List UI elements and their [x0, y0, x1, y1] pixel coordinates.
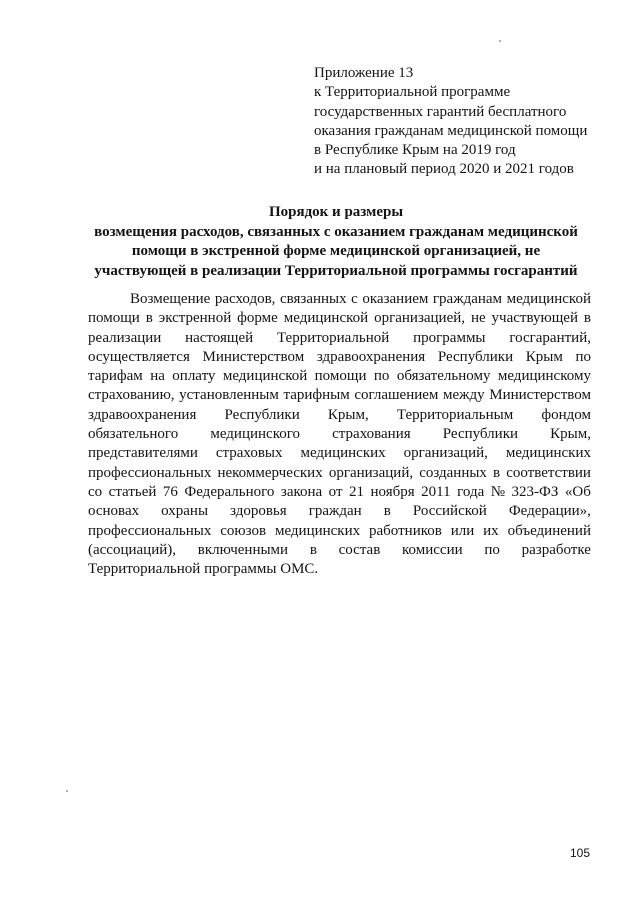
body-line [88, 367, 591, 386]
body-word: объединений [507, 522, 591, 539]
body-word: комиссии [402, 541, 463, 558]
body-word: Территориальной [276, 329, 390, 346]
title-line: помощи в экстренной форме медицинской организацией, не [131, 243, 541, 259]
body-word: созданных [419, 464, 487, 481]
body-word: по [373, 368, 390, 385]
body-word: с [351, 291, 358, 307]
body-word: со [88, 483, 103, 500]
body-word: по [484, 541, 500, 558]
body-word: работников [369, 522, 442, 539]
body-word: Федерации», [508, 503, 591, 520]
body-word: программы [413, 329, 486, 346]
body-word: не [470, 310, 486, 327]
body-word: включенными [197, 541, 289, 558]
body-word: № [490, 483, 506, 500]
body-word: соответствии [506, 464, 591, 481]
body-word: гражданам [432, 291, 503, 307]
body-word: реализации [88, 329, 162, 346]
title-line: участвующей в реализации Территориальной программы госгарантий [94, 262, 578, 279]
body-word: Федерального [184, 483, 275, 500]
body-line [88, 522, 591, 541]
appendix-line: государственных гарантий бесплатного [314, 103, 567, 120]
body-word: разработке [521, 541, 591, 558]
body-line [88, 406, 591, 425]
body-word: ноября [370, 483, 415, 500]
body-word: страховых [215, 445, 283, 462]
appendix-header [314, 64, 614, 180]
body-word: медицинской [222, 368, 308, 385]
body-word: медицинских [505, 445, 591, 462]
body-word: представителями [88, 445, 198, 462]
body-word: закона [280, 483, 323, 500]
body-word: здоровья [230, 503, 287, 520]
body-word: Возмещение [130, 291, 211, 307]
body-word: Республики [224, 406, 300, 423]
body-word: оказанием [362, 291, 429, 307]
appendix-line: Приложение 13 [314, 65, 414, 81]
page-number: 105 [570, 846, 591, 860]
document-title [80, 203, 592, 281]
body-word: помощи [88, 310, 140, 327]
appendix-line: к Территориальной программе [314, 84, 511, 101]
body-word: здравоохранения [316, 348, 426, 365]
body-word: медицинских [274, 522, 361, 539]
body-word: помощи [314, 368, 367, 385]
body-word: Республики [442, 426, 519, 443]
body-word: организаций, [403, 445, 488, 462]
body-word: Крым, [550, 426, 591, 443]
body-word: основах [88, 503, 140, 520]
body-paragraph [88, 290, 591, 579]
scan-speck [499, 40, 501, 42]
body-line [88, 348, 591, 367]
body-word: в [145, 310, 153, 327]
body-word: в [583, 310, 591, 327]
body-word: фондом [541, 406, 591, 423]
body-word: медицинского [210, 426, 300, 443]
body-word: настоящей [185, 329, 254, 346]
body-word: медицинскому [497, 368, 591, 385]
body-line [88, 386, 591, 405]
body-word: союзов [220, 522, 267, 539]
body-word: в [309, 541, 317, 558]
body-word: «Об [564, 483, 591, 500]
body-word: Территориальной программы ОМС. [88, 561, 319, 578]
body-word: оплату [172, 368, 216, 385]
body-word: по [575, 348, 591, 365]
body-word: страхованию, [88, 387, 175, 404]
body-word: года [457, 483, 485, 500]
body-word: в [493, 464, 501, 481]
body-word: статьей [108, 483, 157, 500]
body-word: (ассоциаций), [88, 541, 177, 558]
body-line [88, 464, 591, 483]
body-word: форме [237, 310, 278, 327]
body-word: тарифным [283, 387, 350, 404]
body-word: Крым, [327, 406, 369, 423]
body-word: участвующей [491, 310, 578, 327]
body-line [88, 560, 591, 579]
body-word: организацией, [374, 310, 466, 327]
body-word: 21 [349, 483, 365, 500]
body-line [88, 483, 591, 502]
body-word: здравоохранения [88, 406, 197, 423]
body-word: Территориальным [396, 406, 514, 423]
body-word: Российской [412, 503, 487, 520]
body-word: или [450, 522, 475, 539]
appendix-line: в Республике Крым на 2019 год [314, 142, 516, 159]
body-word: Крым [525, 348, 563, 365]
body-word: в [383, 503, 391, 520]
body-word: профессиональных [88, 464, 212, 481]
body-line [88, 290, 591, 309]
body-word: граждан [308, 503, 362, 520]
body-word: расходов, [214, 291, 276, 307]
body-word: медицинской [506, 291, 591, 307]
body-line [88, 309, 591, 328]
body-word: осуществляется [88, 348, 190, 365]
body-line [88, 502, 591, 521]
scan-speck [66, 790, 68, 792]
body-word: связанных [279, 291, 347, 307]
title-line: Порядок и размеры [268, 204, 404, 220]
body-word: профессиональных [88, 522, 212, 539]
body-word: Республики [437, 348, 514, 365]
body-word: экстренной [158, 310, 232, 327]
appendix-line: оказания гражданам медицинской помощи [314, 122, 588, 139]
body-line [88, 444, 591, 463]
appendix-line: и на плановый период 2020 и 2021 годов [314, 161, 574, 178]
body-word: страхования [332, 426, 411, 443]
body-line [88, 425, 591, 444]
body-word: на [150, 368, 165, 385]
body-line [88, 329, 591, 348]
title-line: возмещения расходов, связанных с оказанием гражданам медицинской [94, 223, 578, 240]
body-line [88, 541, 591, 560]
body-word: между [443, 387, 485, 404]
body-word: состав [338, 541, 381, 558]
body-word: организаций, [328, 464, 414, 481]
body-word: госгарантий, [509, 329, 591, 346]
body-word: тарифам [88, 368, 143, 385]
body-word: обязательному [396, 368, 491, 385]
body-word: Министерством [202, 348, 305, 365]
body-word: обязательного [88, 426, 179, 443]
body-word: охраны [161, 503, 209, 520]
body-word: 2011 [421, 483, 451, 500]
body-word: установленным [179, 387, 279, 404]
body-word: 76 [162, 483, 178, 500]
body-word: соглашением [354, 387, 439, 404]
body-word: некоммерческих [217, 464, 323, 481]
body-word: от [328, 483, 343, 500]
body-word: их [483, 522, 499, 539]
body-word: медицинской [283, 310, 369, 327]
body-word: Министерством [489, 387, 591, 404]
body-word: 323-ФЗ [511, 483, 559, 500]
body-word: медицинских [300, 445, 386, 462]
